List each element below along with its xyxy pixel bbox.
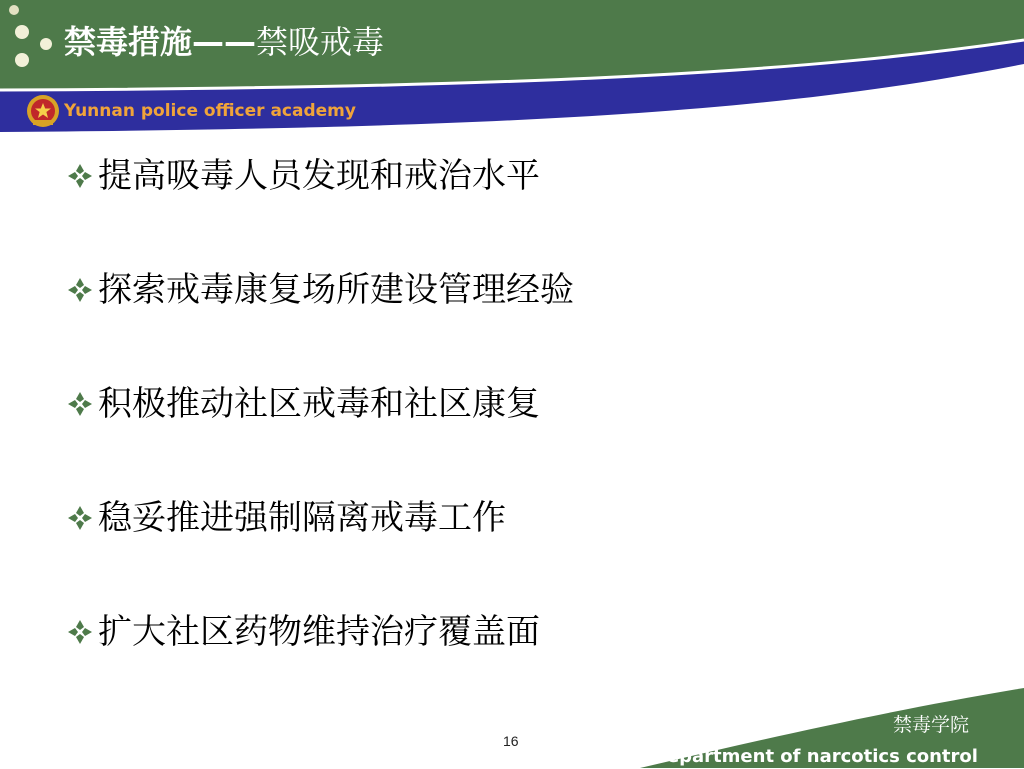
bullet-text: 探索戒毒康复场所建设管理经验	[98, 270, 574, 310]
bullet-item	[62, 152, 540, 200]
title-light-part: 禁吸戒毒	[256, 23, 385, 61]
diamond-bullet-icon	[62, 500, 98, 536]
diamond-bullet-icon	[62, 614, 98, 650]
bullet-text: 提高吸毒人员发现和戒治水平	[98, 156, 540, 196]
bullet-text: 积极推动社区戒毒和社区康复	[98, 384, 540, 424]
bullet-item	[62, 266, 574, 314]
academy-name: Yunnan police officer academy	[64, 101, 356, 121]
police-emblem-icon	[27, 95, 59, 127]
bullet-item	[62, 380, 540, 428]
diamond-bullet-icon	[62, 386, 98, 422]
diamond-bullet-icon	[62, 272, 98, 308]
diamond-bullet-icon	[62, 158, 98, 194]
bullet-text: 稳妥推进强制隔离戒毒工作	[98, 498, 506, 538]
bullet-text: 扩大社区药物维持治疗覆盖面	[98, 612, 540, 652]
page-number: 16	[503, 733, 519, 749]
title-bold-part: 禁毒措施——	[64, 23, 257, 61]
bullet-item	[62, 608, 540, 656]
slide-title	[64, 22, 384, 62]
footer-english-label: Department of narcotics control	[652, 746, 978, 767]
bullet-item	[62, 494, 506, 542]
footer-chinese-label: 禁毒学院	[893, 714, 970, 736]
